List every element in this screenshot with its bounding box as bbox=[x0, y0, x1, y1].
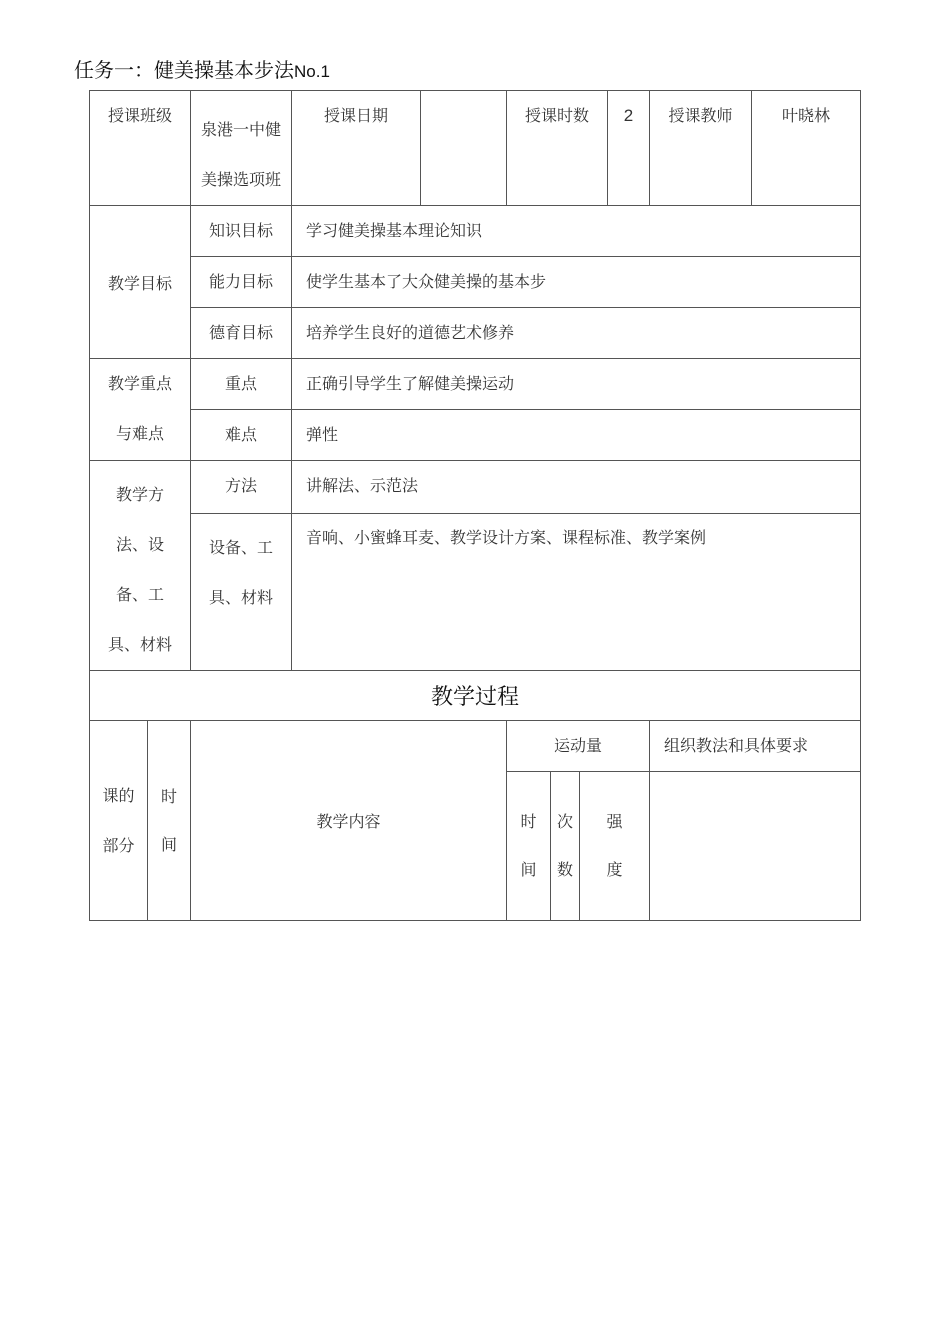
key-point-name: 重点 bbox=[191, 359, 292, 410]
methods-label: 教学方 法、设 备、工 具、材料 bbox=[90, 461, 191, 671]
date-label: 授课日期 bbox=[292, 91, 421, 206]
organization-header: 组织教法和具体要求 bbox=[650, 721, 861, 772]
objective-value: 学习健美操基本理论知识 bbox=[292, 206, 861, 257]
header-row bbox=[90, 91, 861, 206]
objective-name: 知识目标 bbox=[191, 206, 292, 257]
key-point-name: 难点 bbox=[191, 410, 292, 461]
content-header: 教学内容 bbox=[191, 721, 507, 921]
objective-row bbox=[90, 308, 861, 359]
equipment-row bbox=[90, 514, 861, 671]
process-header-row bbox=[90, 721, 861, 772]
lesson-plan-table bbox=[89, 90, 861, 921]
hours-value: 2 bbox=[608, 91, 650, 206]
load-count-header: 次 数 bbox=[551, 772, 580, 921]
teacher-label: 授课教师 bbox=[650, 91, 752, 206]
teacher-value: 叶晓林 bbox=[752, 91, 861, 206]
load-intensity-header: 强 度 bbox=[580, 772, 650, 921]
key-point-value: 正确引导学生了解健美操运动 bbox=[292, 359, 861, 410]
key-point-row bbox=[90, 410, 861, 461]
class-label: 授课班级 bbox=[90, 91, 191, 206]
page-title: 任务一：健美操基本步法No.1 bbox=[74, 58, 330, 82]
objective-row bbox=[90, 206, 861, 257]
class-value: 泉港一中健 美操选项班 bbox=[191, 91, 292, 206]
objective-name: 能力目标 bbox=[191, 257, 292, 308]
process-heading: 教学过程 bbox=[90, 671, 861, 721]
key-point-value: 弹性 bbox=[292, 410, 861, 461]
objectives-label: 教学目标 bbox=[90, 206, 191, 359]
hours-label: 授课时数 bbox=[507, 91, 608, 206]
method-value: 讲解法、示范法 bbox=[292, 461, 861, 514]
load-time-header: 时 间 bbox=[507, 772, 551, 921]
load-header: 运动量 bbox=[507, 721, 650, 772]
method-name: 方法 bbox=[191, 461, 292, 514]
time-header: 时 间 bbox=[148, 721, 191, 921]
objective-row bbox=[90, 257, 861, 308]
key-point-row bbox=[90, 359, 861, 410]
date-value bbox=[421, 91, 507, 206]
part-header: 课的 部分 bbox=[90, 721, 148, 921]
method-row bbox=[90, 461, 861, 514]
equipment-name: 设备、工 具、材料 bbox=[191, 514, 292, 671]
process-heading-row bbox=[90, 671, 861, 721]
equipment-value: 音响、小蜜蜂耳麦、教学设计方案、课程标准、教学案例 bbox=[292, 514, 861, 671]
key-points-label: 教学重点 与难点 bbox=[90, 359, 191, 461]
organization-cell bbox=[650, 772, 861, 921]
objective-name: 德育目标 bbox=[191, 308, 292, 359]
objective-value: 使学生基本了大众健美操的基本步 bbox=[292, 257, 861, 308]
objective-value: 培养学生良好的道德艺术修养 bbox=[292, 308, 861, 359]
